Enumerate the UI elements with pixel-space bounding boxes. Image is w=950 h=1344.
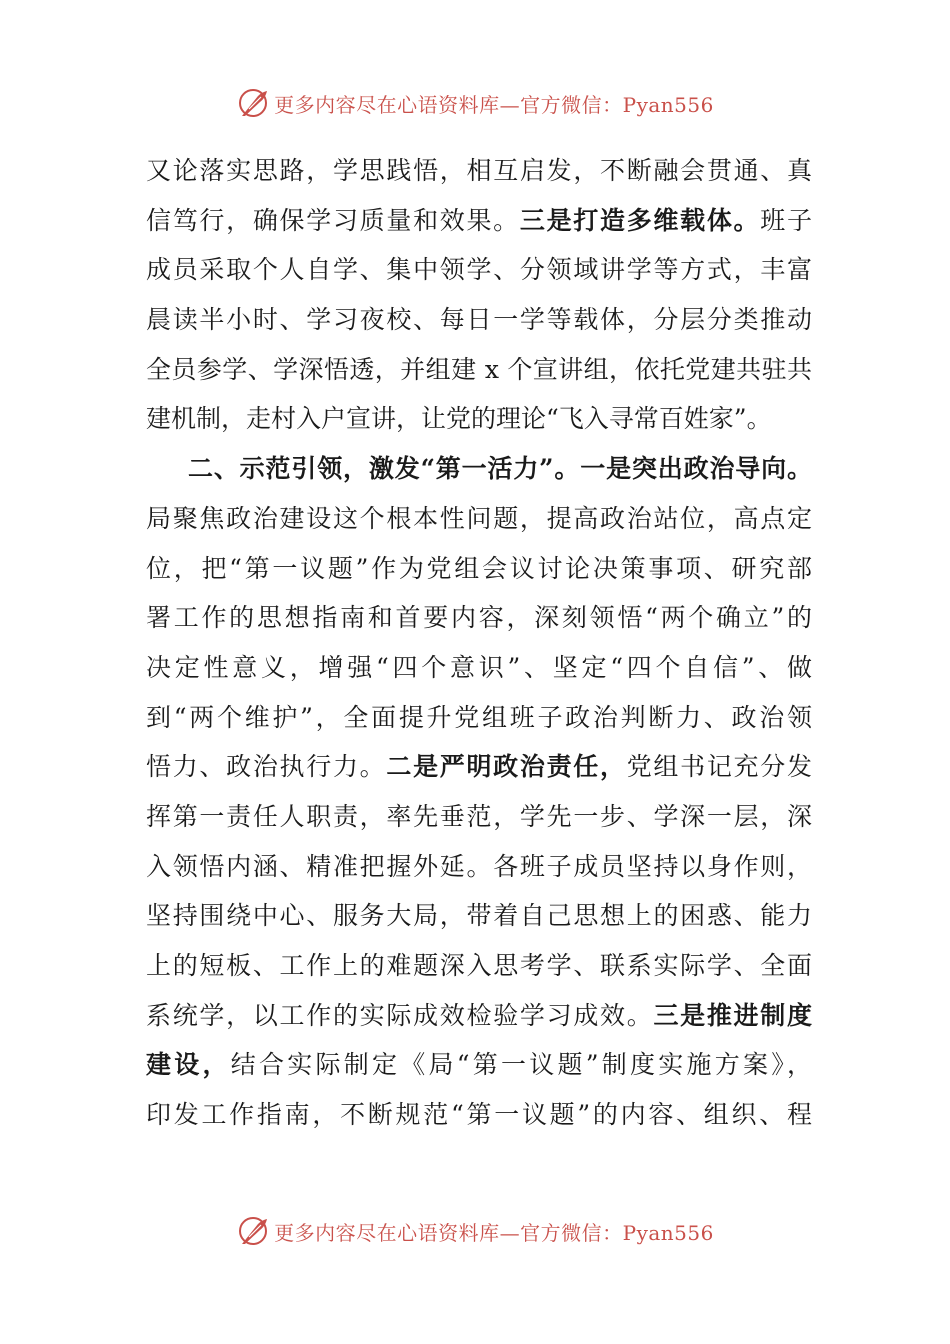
quill-logo-icon	[236, 1214, 270, 1248]
text-line: 建设，结合实际制定《局“第一议题”制度实施方案》，	[146, 1050, 812, 1080]
text-line: 晨读半小时、学习夜校、每日一学等载体，分层分类推动	[146, 305, 812, 335]
text-line: 悟力、政治执行力。二是严明政治责任，党组书记充分发	[146, 752, 812, 782]
header-watermark	[0, 83, 950, 123]
quill-logo-icon	[236, 86, 270, 120]
text-line: 信笃行，确保学习质量和效果。三是打造多维载体。班子	[146, 205, 812, 235]
text-line: 又论落实思路，学思践悟，相互启发，不断融会贯通、真	[146, 156, 812, 185]
watermark-text: 更多内容尽在心语资料库—官方微信：Pyan556	[274, 1220, 714, 1245]
text-line: 坚持围绕中心、服务大局，带着自己思想上的困惑、能力	[146, 901, 812, 931]
text-line: 局聚焦政治建设这个根本性问题，提高政治站位，高点定	[146, 503, 812, 533]
text-line: 建机制，走村入户宣讲，让党的理论“飞入寻常百姓家”。	[146, 404, 772, 434]
text-line: 印发工作指南，不断规范“第一议题”的内容、组织、程	[146, 1100, 812, 1130]
text-line: 到“两个维护”，全面提升党组班子政治判断力、政治领	[146, 702, 812, 732]
footer-watermark	[0, 1211, 950, 1251]
watermark-text: 更多内容尽在心语资料库—官方微信：Pyan556	[274, 92, 714, 117]
text-line: 位，把“第一议题”作为党组会议讨论决策事项、研究部	[146, 553, 812, 583]
text-line: 决定性意义，增强“四个意识”、坚定“四个自信”、做	[146, 652, 812, 682]
document-body	[146, 146, 812, 1140]
text-line: 挥第一责任人职责，率先垂范，学先一步、学深一层，深	[146, 801, 812, 831]
text-line: 署工作的思想指南和首要内容，深刻领悟“两个确立”的	[146, 603, 812, 633]
text-line: 入领悟内涵、精准把握外延。各班子成员坚持以身作则，	[146, 851, 812, 881]
text-line: 上的短板、工作上的难题深入思考学、联系实际学、全面	[146, 951, 812, 980]
text-line: 成员采取个人自学、集中领学、分领域讲学等方式，丰富	[146, 255, 812, 285]
text-line: 全员参学、学深悟透，并组建 x 个宣讲组，依托党建共驻共	[146, 354, 812, 384]
section-heading: 二、示范引领，激发“第一活力”。一是突出政治导向。	[188, 454, 812, 484]
text-line: 系统学，以工作的实际成效检验学习成效。三是推进制度	[146, 1000, 812, 1030]
